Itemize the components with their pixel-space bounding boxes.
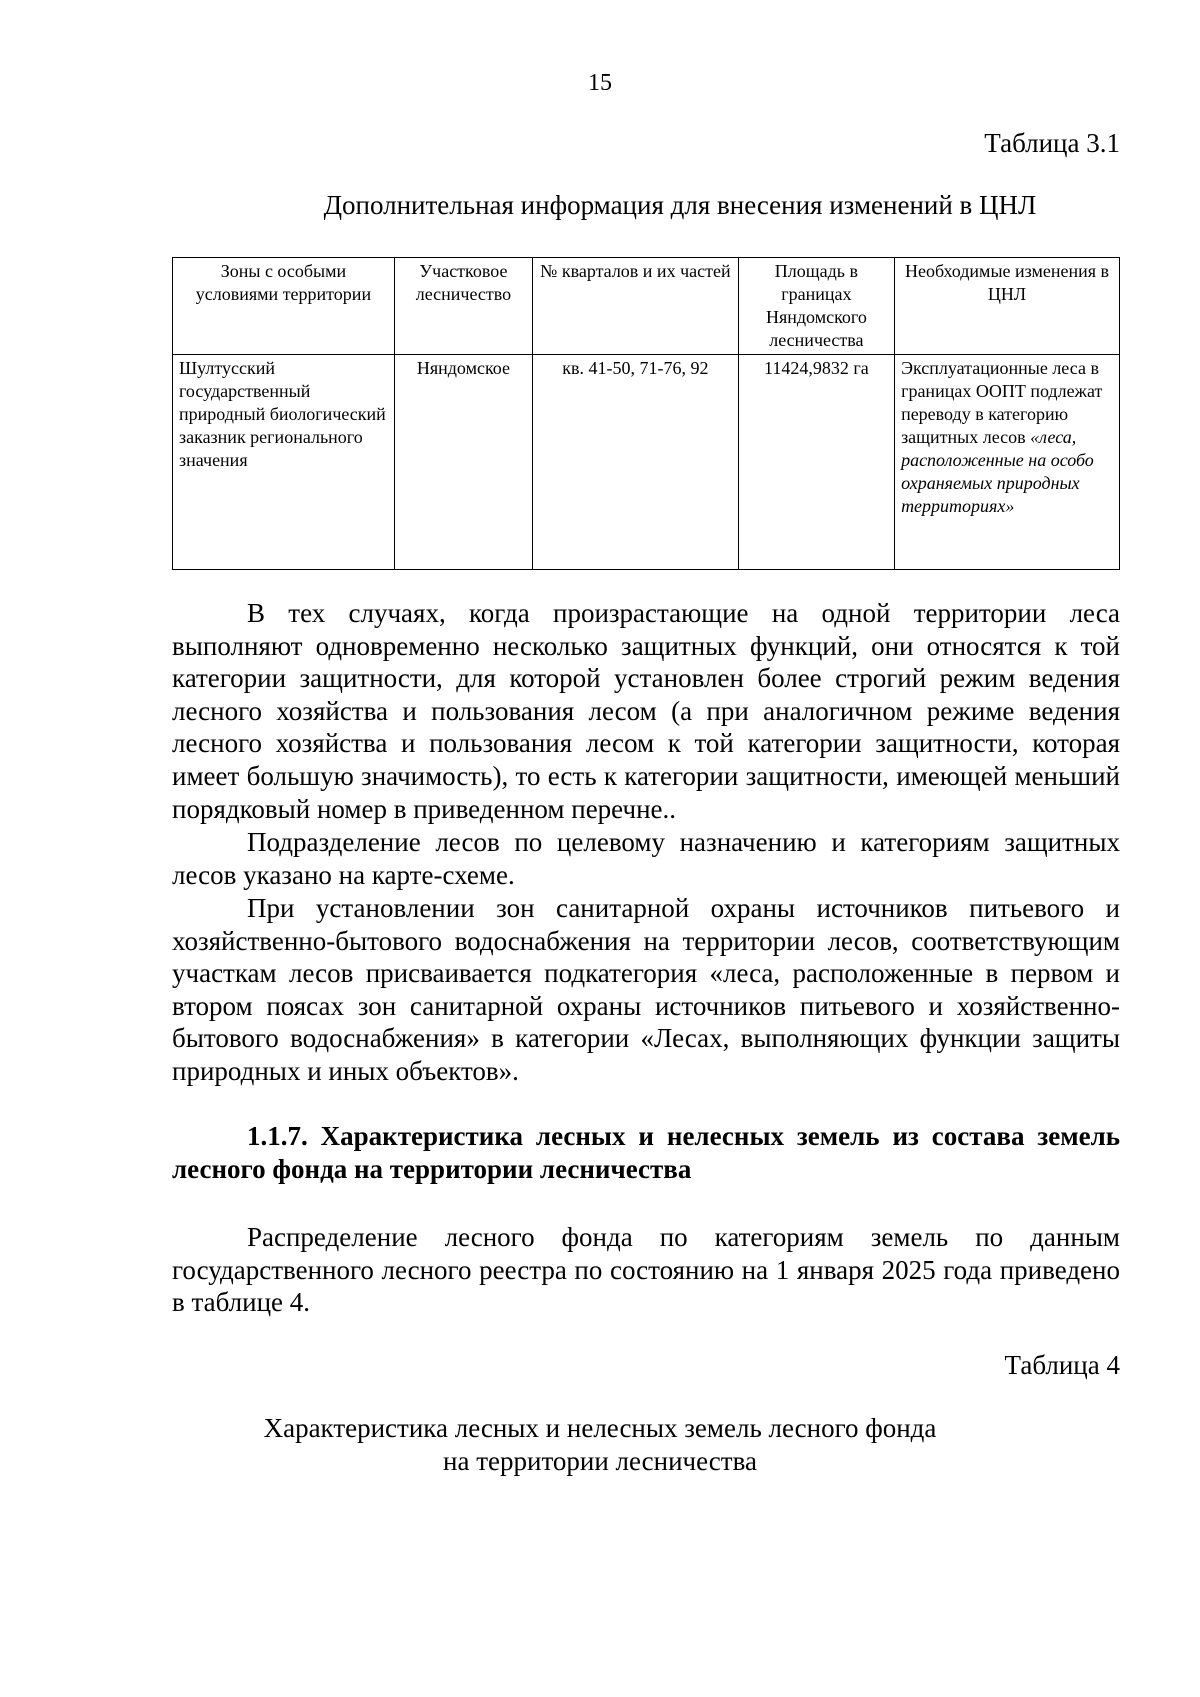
paragraph-land-distribution: Распределение лесного фонда по категориям земель по данным государственного лесного реестра по состоянию на 1 января 2025 года приведено в таблице 4. [172,1222,1120,1318]
table-header-row [173,258,1120,355]
page-number: 15 [588,70,612,96]
table-4-title [200,1412,1000,1478]
section-heading: 1.1.7. Характеристика лесных и нелесных земель из состава земель лесного фонда на территории лесничества [172,1121,1120,1184]
cell-changes [895,355,1120,570]
changes-italic-text: «леса, расположенные на особо охраняемых природных территориях» [901,427,1094,516]
paragraph-sanitary-zones: При установлении зон санитарной охраны источников питьевого и хозяйственно-бытового водоснабжения на территории лесов, соответствующим участкам лесов присваивается подкатегория «леса, расположенные в первом и втором поясах зон санитарной охраны источников питьевого и хозяйственно-бытового водоснабжения» в категории «Лесах, выполняющих функции защиты природных и иных объектов». [172,893,1120,1086]
header-quarters: № кварталов и их частей [533,258,739,355]
cell-forestry: Няндомское [394,355,532,570]
table-4-label: Таблица 4 [1004,1350,1120,1380]
table-3-1-title: Дополнительная информация для внесения изменений в ЦНЛ [323,190,1037,220]
table-4-title-line-1: Характеристика лесных и нелесных земель лесного фонда [263,1413,937,1443]
table-row [173,355,1120,570]
cell-zone: Шултусский государственный природный биологический заказник регионального значения [173,355,395,570]
paragraph-protection-categories: В тех случаях, когда произрастающие на одной территории леса выполняют одновременно несколько защитных функций, они относятся к той категории защитности, для которой установлен более строгий режим ведения лесного хозяйства и пользования лесом (а при аналогичном режиме ведения лесного хозяйства и пользования лесом к той категории защитности, которая имеет большую значимость), то есть к категории защитности, имеющей меньший порядковый номер в приведенном перечне.. [172,598,1120,824]
header-changes: Необходимые изменения в ЦНЛ [895,258,1120,355]
table-3-1 [172,257,1120,570]
table-3-1-label: Таблица 3.1 [984,128,1120,158]
header-forestry: Участковое лесничество [394,258,532,355]
header-zones: Зоны с особыми условиями территории [173,258,395,355]
header-area: Площадь в границах Няндомского лесничества [738,258,894,355]
cell-area: 11424,9832 га [738,355,894,570]
changes-text: Эксплуатационные леса в границах ООПТ подлежат переводу в категорию защитных лесов [901,358,1103,447]
paragraph-map-scheme: Подразделение лесов по целевому назначению и категориям защитных лесов указано на карте-схеме. [172,827,1120,890]
cell-quarters: кв. 41-50, 71-76, 92 [533,355,739,570]
table-4-title-line-2: на территории лесничества [443,1446,757,1476]
